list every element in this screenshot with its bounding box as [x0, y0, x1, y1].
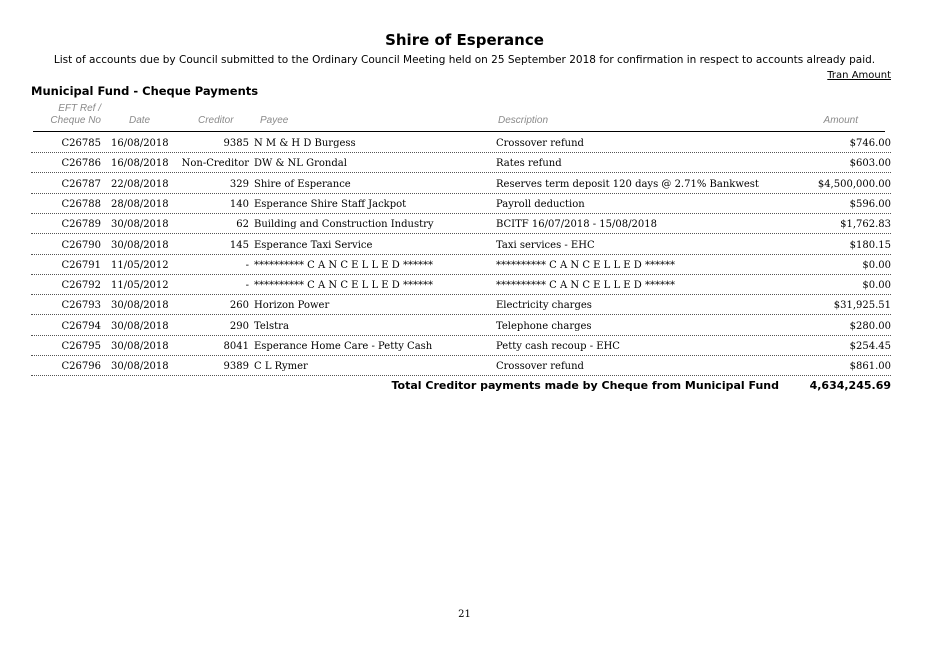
payment-amount: $596.00 [849, 198, 891, 210]
payment-description: ********** C A N C E L L E D ****** [496, 280, 675, 292]
cheque-number: C26788 [61, 198, 101, 210]
column-header-amount: Amount [823, 115, 858, 126]
payment-date: 16/08/2018 [111, 158, 169, 170]
header-rule [33, 131, 885, 132]
payment-amount: $1,762.83 [840, 219, 891, 231]
total-label: Total Creditor payments made by Cheque from Municipal Fund [391, 379, 779, 392]
payment-date: 30/08/2018 [111, 361, 169, 373]
cheque-number: C26786 [61, 158, 101, 170]
payee-name: DW & NL Grondal [254, 158, 347, 170]
table-row [0, 235, 929, 255]
payment-amount: $0.00 [862, 280, 891, 292]
payee-name: N M & H D Burgess [254, 138, 356, 149]
payment-description: Electricity charges [496, 300, 592, 312]
table-row [0, 133, 929, 153]
creditor-id: Non-Creditor [181, 158, 249, 170]
table-row [0, 194, 929, 214]
creditor-id: 62 [236, 219, 249, 231]
table-row [0, 153, 929, 173]
cheque-number: C26792 [61, 280, 101, 292]
page-number: 21 [458, 609, 471, 620]
table-row [0, 356, 929, 376]
payment-date: 30/08/2018 [111, 239, 169, 251]
payment-description: Telephone charges [496, 320, 592, 332]
payment-amount: $254.45 [849, 341, 891, 352]
payment-date: 30/08/2018 [111, 300, 169, 312]
payee-name: ********** C A N C E L L E D ****** [254, 280, 433, 292]
cheque-number: C26787 [61, 178, 101, 190]
payee-name: ********** C A N C E L L E D ****** [254, 259, 433, 271]
payee-name: Esperance Shire Staff Jackpot [254, 198, 407, 210]
column-header-date: Date [129, 115, 151, 126]
column-header-creditor: Creditor [198, 115, 234, 126]
payment-amount: $280.00 [849, 320, 891, 332]
creditor-id: 8041 [223, 341, 249, 352]
tran-amount-label: Tran Amount [827, 70, 891, 81]
cheque-number: C26793 [61, 300, 101, 312]
creditor-id: 329 [229, 178, 249, 190]
payment-description: ********** C A N C E L L E D ****** [496, 259, 675, 271]
table-row [0, 174, 929, 194]
column-header-description: Description [498, 115, 549, 126]
payment-description: Petty cash recoup - EHC [496, 341, 620, 352]
payment-description: Payroll deduction [496, 198, 585, 210]
payment-date: 16/08/2018 [111, 138, 169, 149]
creditor-id: 145 [229, 239, 249, 251]
creditor-id: 290 [229, 320, 249, 332]
table-row [0, 275, 929, 295]
table-row [0, 295, 929, 315]
payment-amount: $0.00 [862, 259, 891, 271]
payee-name: Shire of Esperance [254, 178, 351, 190]
payment-description: BCITF 16/07/2018 - 15/08/2018 [496, 219, 657, 231]
table-row [0, 214, 929, 234]
page-title: Shire of Esperance [385, 31, 544, 49]
creditor-id: 9389 [223, 361, 249, 373]
cheque-number: C26795 [61, 341, 101, 352]
payment-amount: $746.00 [849, 138, 891, 149]
creditor-id: 140 [229, 198, 249, 210]
payment-date: 30/08/2018 [111, 320, 169, 332]
payee-name: Building and Construction Industry [254, 219, 434, 231]
payee-name: C L Rymer [254, 361, 308, 373]
cheque-number: C26796 [61, 361, 101, 373]
section-title: Municipal Fund - Cheque Payments [31, 84, 259, 98]
total-value: 4,634,245.69 [809, 379, 891, 392]
cheque-number: C26789 [61, 219, 101, 231]
payment-amount: $861.00 [849, 361, 891, 373]
payment-amount: $31,925.51 [833, 300, 891, 312]
payee-name: Esperance Home Care - Petty Cash [254, 341, 433, 352]
table-row [0, 316, 929, 336]
creditor-id: 260 [229, 300, 249, 312]
payment-description: Reserves term deposit 120 days @ 2.71% Bankwest [496, 178, 759, 190]
column-header-ref-line1: EFT Ref / [58, 103, 101, 114]
payment-date: 30/08/2018 [111, 341, 169, 352]
payment-date: 11/05/2012 [111, 280, 169, 292]
creditor-id: 9385 [223, 138, 249, 149]
cheque-number: C26794 [61, 320, 101, 332]
cheque-number: C26791 [61, 259, 101, 271]
cheque-number: C26790 [61, 239, 101, 251]
payment-amount: $4,500,000.00 [817, 178, 891, 190]
page-subtitle: List of accounts due by Council submitted to the Ordinary Council Meeting held on 25 September 2018 for confirmation in respect to accounts already paid. [53, 54, 876, 66]
payment-description: Crossover refund [496, 138, 584, 149]
payment-date: 30/08/2018 [111, 219, 169, 231]
payment-description: Rates refund [496, 158, 562, 170]
payment-amount: $603.00 [849, 158, 891, 170]
payment-amount: $180.15 [849, 239, 891, 251]
payee-name: Esperance Taxi Service [254, 239, 373, 251]
column-header-ref-line2: Cheque No [50, 115, 101, 126]
creditor-id: - [245, 259, 249, 271]
payment-description: Crossover refund [496, 361, 584, 373]
table-row [0, 336, 929, 356]
cheque-number: C26785 [61, 138, 101, 149]
payment-date: 22/08/2018 [111, 178, 169, 190]
column-header-ref [50, 103, 101, 127]
payment-date: 28/08/2018 [111, 198, 169, 210]
payee-name: Telstra [254, 320, 289, 332]
payee-name: Horizon Power [254, 300, 330, 312]
payment-description: Taxi services - EHC [496, 239, 595, 251]
payment-date: 11/05/2012 [111, 259, 169, 271]
table-row [0, 255, 929, 275]
column-header-payee: Payee [260, 115, 289, 126]
row-divider [31, 375, 891, 376]
creditor-id: - [245, 280, 249, 292]
